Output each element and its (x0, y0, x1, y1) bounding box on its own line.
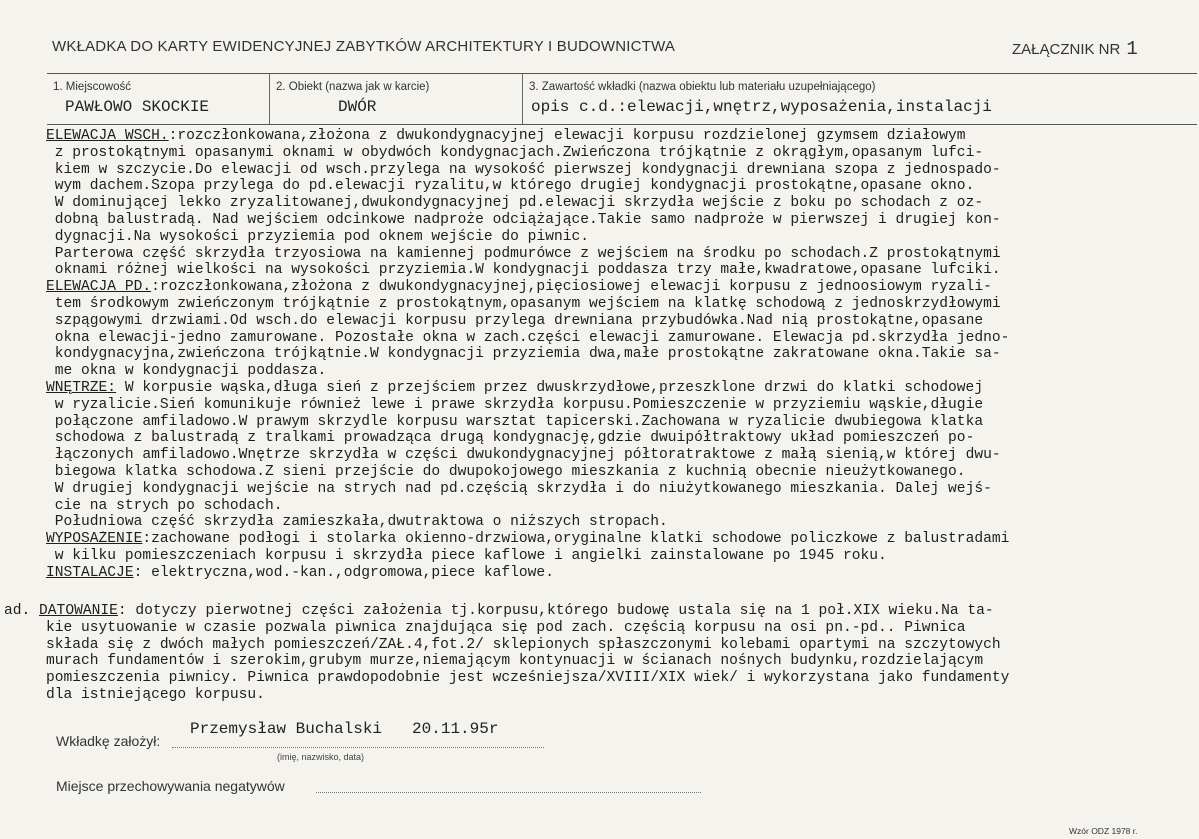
body-line (46, 296, 1198, 313)
object-label: 2. Obiekt (nazwa jak w karcie) (276, 81, 430, 93)
object-value: DWÓR (338, 98, 377, 116)
locality-value: PAWŁOWO SKOCKIE (65, 98, 210, 116)
body-line (46, 128, 1198, 145)
dating-first-text: : dotyczy pierwotnej części założenia tj.korpusu,którego budowę ustala się na 1 poł.XIX wieku.Na ta- (117, 603, 994, 619)
body-line (46, 279, 1198, 296)
placed-by-dotted-line (172, 747, 544, 748)
negatives-dotted-line (316, 792, 701, 793)
body-line-text: W korpusie wąska,długa sień z przejściem przez dwuskrzydłowe,przeszklone drzwi do klatki schodowej (116, 379, 984, 396)
annex-number: 1 (1126, 38, 1138, 60)
dating-line: kie usytuowanie w czasie pozwala piwnica znajdująca się pod zach. częścią korpusu na osi pn.-pd.. Piwnica (46, 619, 966, 636)
body-line-text: tem środkowym zwieńczonym trójkątnie z prostokątnym,opasanym wejściem na klatkę schodową z jednoskrzydłowymi (54, 295, 1001, 312)
header-fields-table (47, 73, 1197, 125)
dating-prefix: ad. (4, 603, 31, 619)
body-line (46, 430, 1198, 447)
section-heading: WYPOSAŻENIE (46, 531, 143, 548)
locality-label: 1. Miejscowość (53, 81, 131, 93)
body-line (46, 346, 1198, 363)
body-line (46, 145, 1198, 162)
dating-first-line (4, 603, 1198, 620)
body-line-text: Parterowa część skrzydła trzyosiowa na kamiennej podmurówce z wejściem na środku po schodach.Z prostokątnymi (54, 245, 1001, 262)
body-line-text: oknami różnej wielkości na wysokości przyziemia.W kondygnacji poddasza trzy małe,kwadratowe,opasane lufciki. (54, 262, 1001, 279)
body-line (46, 229, 1198, 246)
body-line (46, 330, 1198, 347)
description-body (46, 128, 1198, 582)
dating-line: pomieszczenia piwnicy. Piwnica prawdopodobnie jest wcześniejsza/XVIII/XIX wiek/ i wykorzystana jako fundamenty (46, 670, 1010, 687)
contents-cell (522, 74, 1198, 124)
body-line-text: W drugiej kondygnacji wejście na strych nad pd.częścią skrzydła i do niużytkowanego mieszkania. Dalej wejś- (54, 480, 992, 497)
contents-value: opis c.d.:elewacji,wnętrz,wyposażenia,instalacji (531, 98, 992, 116)
dating-line: dla istniejącego korpusu. (46, 686, 265, 703)
body-line (46, 397, 1198, 414)
dating-heading: DATOWANIE (39, 603, 118, 619)
section-heading: INSTALACJE (46, 564, 134, 581)
section-heading: ELEWACJA PD. (46, 279, 152, 296)
placed-by-name: Przemysław Buchalski (190, 720, 383, 738)
body-line (46, 178, 1198, 195)
dating-section (4, 603, 1198, 704)
section-heading: ELEWACJA WSCH. (46, 128, 169, 144)
body-line-text: szpągowymi drzwiami.Od wsch.do elewacji korpusu przylega drewniana przybudówka.Nad nią prostokątne,opasane (54, 312, 984, 329)
body-line (46, 162, 1198, 179)
form-code: Wzór ODZ 1978 r. (1069, 826, 1138, 836)
placed-by-date: 20.11.95r (412, 720, 499, 738)
body-line-text: :rozczłonkowana,złożona z dwukondygnacyjnej,pięciosiowej elewacji korpusu z jednoosiowym ryzali- (151, 279, 992, 296)
body-line-text: Południowa część skrzydła zamieszkała,dwutraktowa o niższych stropach. (54, 514, 668, 531)
body-line (46, 414, 1198, 431)
body-line-text: łączonych amfiladowo.Wnętrze skrzydła w części dwukondygnacyjnej półtoratraktowe z małą sienią,w której dwu- (54, 447, 1001, 464)
body-line-text: schodowa z balustradą z tralkami prowadząca drugą kondygnację,gdzie dwuipółtraktowy układ pomieszczeń po- (54, 430, 975, 447)
body-line (46, 380, 1198, 397)
body-line-text: : elektryczna,wod.-kan.,odgromowa,piece kaflowe. (133, 564, 554, 581)
body-line (46, 313, 1198, 330)
placed-by-value (190, 720, 498, 738)
body-line-text: w kilku pomieszczeniach korpusu i skrzydła piece kaflowe i angielki zainstalowane po 1945 roku. (54, 547, 887, 564)
body-line-text: kiem w szczycie.Do elewacji od wsch.przylega na wysokość pierwszej kondygnacji drewniana szopa z jednospado- (54, 161, 1001, 178)
body-line-text: cie na strych po schodach. (54, 497, 283, 514)
body-line (46, 262, 1198, 279)
dating-line: murach fundamentów i szerokim,grubym murze,niemającym kontynuacji w ścianach nośnych budynku,rozdzielającym (46, 653, 984, 670)
body-line-text: biegowa klatka schodowa.Z sieni przejście do dwupokojowego mieszkania z kuchnią obecnie nieużytkowanego. (54, 463, 966, 480)
body-line-text: w ryzalicie.Sień komunikuje również lewe i prawe skrzydła korpusu.Pomieszczenie w przyziemiu wąskie,długie (54, 396, 984, 413)
body-line-text: kondygnacyjna,zwieńczona trójkątnie.W kondygnacji przyziemia dwa,małe prostokątne zakratowane okna.Takie sa- (54, 346, 1001, 363)
body-line (46, 565, 1198, 582)
body-line (46, 363, 1198, 380)
body-line-text: :rozczłonkowana,złożona z dwukondygnacyjnej elewacji korpusu rozdzielonej gzymsem działowym (168, 128, 966, 144)
section-heading: WNĘTRZE: (46, 379, 117, 396)
body-line-text: :zachowane podłogi i stolarka okienno-drzwiowa,oryginalne klatki schodowe policzkowe z balustradami (142, 531, 1010, 548)
locality-cell (47, 74, 269, 124)
annex-label (1012, 38, 1138, 60)
body-line (46, 212, 1198, 229)
body-line-text: wym dachem.Szopa przylega do pd.elewacji ryzalitu,w którego drugiej kondygnacji prostokątne,opasane okno. (54, 178, 975, 195)
object-cell (269, 74, 523, 124)
body-line (46, 548, 1198, 565)
body-line-text: z prostokątnymi opasanymi oknami w obydwóch kondygnacjach.Zwieńczona trójkątnie z okrągłym,opasanym lufci- (54, 144, 984, 161)
body-line-text: połączone amfiladowo.W prawym skrzydle korpusu warsztat tapicerski.Zachowana w ryzalicie dwubiegowa klatka (54, 413, 984, 430)
placed-by-label: Wkładkę założył: (56, 733, 161, 749)
body-line-text: me okna w kondygnacji poddasza. (54, 363, 327, 380)
annex-label-text: ZAŁĄCZNIK NR (1012, 41, 1121, 58)
body-line-text: W dominującej lekko zryzalitowanej,dwukondygnacyjnej pd.elewacji skrzydła wejście z boku po schodach z oz- (54, 195, 984, 212)
body-line (46, 464, 1198, 481)
form-title: WKŁADKA DO KARTY EWIDENCYJNEJ ZABYTKÓW ARCHITEKTURY I BUDOWNICTWA (52, 38, 676, 55)
body-line-text: dobną balustradą. Nad wejściem odcinkowe nadproże odciążające.Takie samo nadproże w pierwszej i drugiej kon- (54, 211, 1001, 228)
body-line (46, 195, 1198, 212)
body-line (46, 531, 1198, 548)
body-line (46, 498, 1198, 515)
body-line (46, 447, 1198, 464)
dating-line: składa się z dwóch małych pomieszczeń/ZAŁ.4,fot.2/ sklepionych spłaszczonymi kolebami opartymi na szczytowych (46, 636, 1001, 653)
body-line (46, 246, 1198, 263)
placed-by-hint: (imię, nazwisko, data) (277, 752, 365, 762)
body-line-text: dygnacji.Na wysokości przyziemia pod oknem wejście do piwnic. (54, 228, 589, 245)
contents-label: 3. Zawartość wkładki (nazwa obiektu lub materiału uzupełniającego) (529, 81, 876, 93)
body-line (46, 481, 1198, 498)
negatives-label: Miejsce przechowywania negatywów (56, 778, 285, 794)
body-line-text: okna elewacji-jedno zamurowane. Pozostałe okna w zach.części elewacji zamurowane. Elewacja pd.skrzydła jedno- (54, 329, 1010, 346)
body-line (46, 514, 1198, 531)
